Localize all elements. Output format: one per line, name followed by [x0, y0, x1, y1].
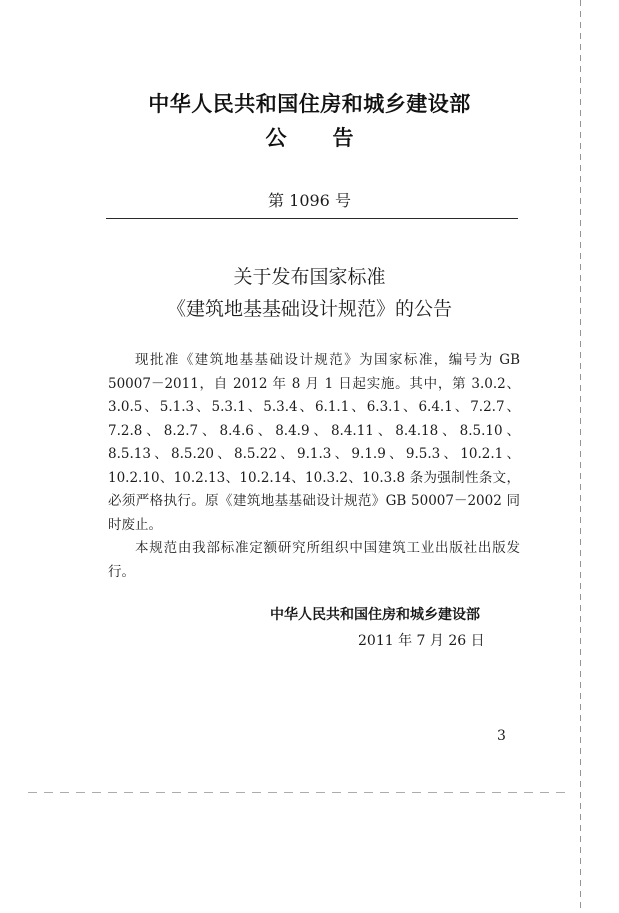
- subject-line-2: 《建筑地基基础设计规范》的公告: [166, 298, 452, 320]
- header-divider: [106, 218, 518, 219]
- signature-organization: 中华人民共和国住房和城乡建设部: [270, 607, 480, 623]
- announcement-body: [108, 349, 520, 584]
- scan-edge-bottom: [28, 792, 568, 793]
- document-number: 第 1096 号: [268, 191, 351, 210]
- announcement-title: 公告: [265, 126, 400, 150]
- signature-date: 2011 年 7 月 26 日: [358, 633, 485, 649]
- subject-line-1: 关于发布国家标准: [233, 266, 386, 288]
- body-paragraph-1: 现批准《建筑地基基础设计规范》为国家标准，编号为 GB 50007－2011，自 2012 年 8 月 1 日起实施。其中，第 3.0.2、3.0.5、5.1.3、5.3.1、5.3.4、6.1.1、6.3.1、6.4.1、7.2.7、7.2.8、8.2.7、8.4.6、8.4.9、8.4.11、8.4.18、8.5.10、8.5.13、8.5.20、8.5.22、9.1.3、9.1.9、9.5.3、10.2.1、10.2.10、10.2.13、10.2.14、10.3.2、10.3.8 条为强制性条文，必须严格执行。原《建筑地基基础设计规范》GB 50007－2002 同时废止。: [108, 352, 520, 533]
- issuing-organization: 中华人民共和国住房和城乡建设部: [148, 92, 471, 116]
- body-paragraph-2: 本规范由我部标准定额研究所组织中国建筑工业出版社出版发行。: [108, 540, 520, 580]
- page-number: 3: [497, 728, 506, 744]
